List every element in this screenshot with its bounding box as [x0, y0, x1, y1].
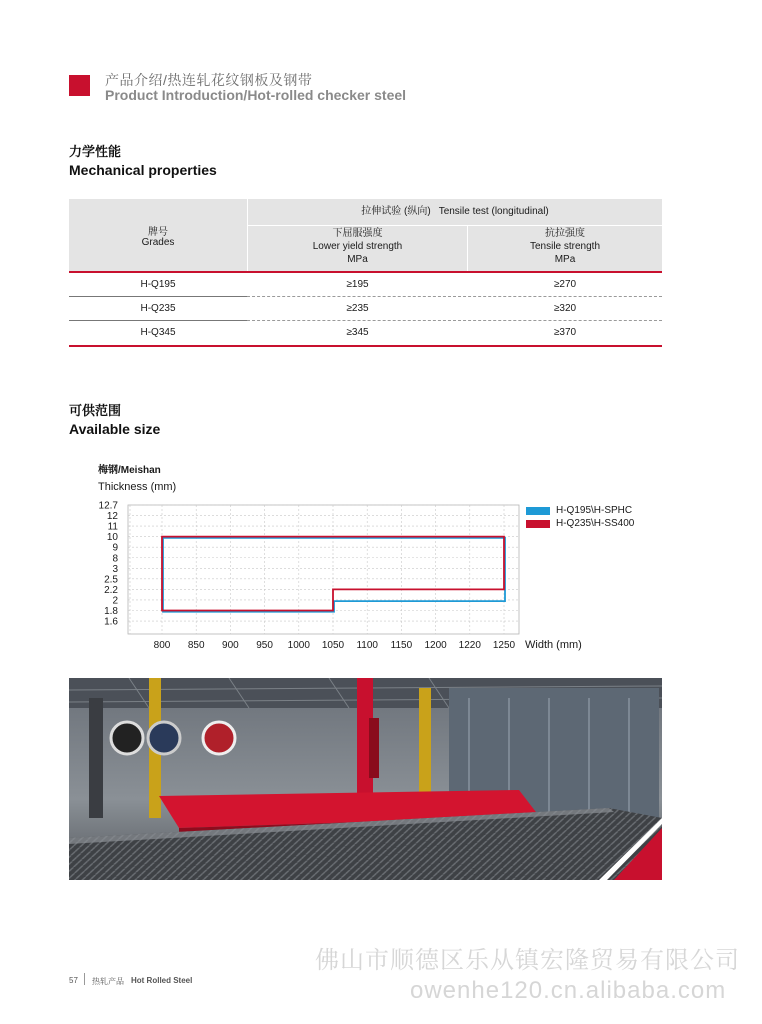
- page-number: 57: [69, 976, 78, 985]
- footer-section-cn: 热轧产品: [92, 977, 124, 986]
- mechanical-heading-en: Mechanical properties: [69, 162, 217, 178]
- chart-title: 梅钢/Meishan: [98, 465, 161, 476]
- y-tick-label: 1.6: [104, 616, 118, 628]
- y-tick-label: 2.5: [104, 574, 118, 586]
- grade-cell: H-Q345: [140, 327, 176, 338]
- x-tick-label: 850: [187, 640, 205, 651]
- x-tick-label: 1150: [390, 640, 413, 651]
- plot-frame: [128, 505, 519, 634]
- factory-photo-illustration: [69, 678, 662, 880]
- chart-grid: [128, 505, 519, 634]
- available-heading-en: Available size: [69, 421, 161, 437]
- grades-label-en: Grades: [141, 237, 175, 248]
- grade-cell: H-Q235: [140, 303, 176, 314]
- footer-divider: [84, 973, 85, 985]
- mechanical-heading-cn: 力学性能: [69, 144, 122, 159]
- yield-unit: MPa: [347, 254, 368, 265]
- x-tick-label: 1220: [458, 640, 481, 651]
- tensile-cell: ≥370: [553, 327, 577, 338]
- chart-x-axis-label: Width (mm): [525, 639, 582, 651]
- header-title-cn: 产品介绍/热连轧花纹钢板及钢带: [105, 72, 313, 88]
- tensile-cell: ≥320: [553, 303, 577, 314]
- tensile-unit: MPa: [554, 254, 576, 265]
- available-heading-cn: 可供范围: [69, 403, 122, 418]
- grades-label-cn: 牌号: [148, 227, 168, 238]
- yield-cell: ≥235: [346, 303, 369, 314]
- legend-label-q235: H-Q235\H-SS400: [556, 518, 635, 529]
- footer-section-en: Hot Rolled Steel: [131, 976, 193, 985]
- x-tick-label: 950: [256, 640, 273, 651]
- chart-y-axis-label: Thickness (mm): [98, 481, 177, 493]
- x-tick-label: 900: [222, 640, 239, 651]
- y-tick-label: 9: [112, 542, 118, 554]
- y-tick-label: 2.2: [104, 584, 118, 596]
- watermark-url: owenhe120.cn.alibaba.com: [410, 977, 727, 1004]
- yield-label-cn: 下屈服强度: [332, 228, 383, 239]
- grade-cell: H-Q195: [140, 279, 176, 290]
- y-tick-label: 12: [106, 511, 118, 523]
- x-tick-label: 1200: [424, 640, 447, 651]
- x-tick-label: 1100: [356, 640, 378, 651]
- yield-cell: ≥195: [346, 279, 369, 290]
- tensile-test-label-en: Tensile test (longitudinal): [438, 206, 549, 217]
- series-region-1: [163, 538, 505, 612]
- yield-cell: ≥345: [346, 327, 369, 338]
- tensile-label-en: Tensile strength: [529, 241, 601, 252]
- x-tick-label: 1050: [321, 640, 345, 651]
- yield-label-en: Lower yield strength: [312, 241, 403, 252]
- x-tick-label: 800: [153, 640, 171, 651]
- y-tick-label: 11: [107, 521, 118, 533]
- legend-label-q195: H-Q195\H-SPHC: [556, 505, 633, 516]
- x-tick-label: 1250: [492, 640, 516, 651]
- y-tick-label: 8: [112, 553, 118, 565]
- tensile-test-label-cn: 拉伸试验 (纵向): [361, 206, 431, 217]
- tensile-cell: ≥270: [553, 279, 577, 290]
- y-tick-label: 10: [106, 532, 118, 544]
- watermark-company: 佛山市顺德区乐从镇宏隆贸易有限公司: [315, 947, 740, 974]
- chart-axes: [99, 501, 516, 652]
- x-tick-label: 1000: [287, 640, 310, 651]
- legend-swatch-red: [526, 520, 550, 528]
- y-tick-label: 12.7: [98, 500, 118, 512]
- chart-series: [162, 537, 505, 612]
- y-tick-label: 3: [112, 563, 118, 575]
- legend-swatch-blue: [526, 507, 550, 515]
- y-tick-label: 1.8: [104, 606, 118, 617]
- header-title-en: Product Introduction/Hot-rolled checker steel: [105, 87, 407, 103]
- factory-photo: [69, 678, 662, 880]
- tensile-label-cn: 抗拉强度: [545, 228, 585, 239]
- y-tick-label: 2: [112, 595, 118, 607]
